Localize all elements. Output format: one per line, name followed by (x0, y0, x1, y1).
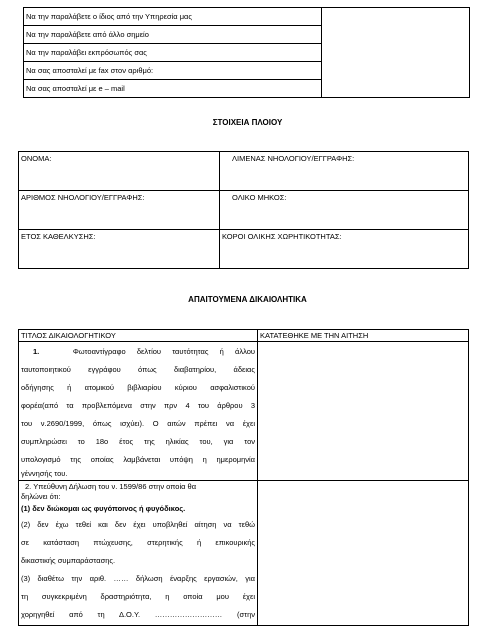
vessel-details-table (18, 151, 469, 269)
document-2-item-2-line: σε κατάσταση πτώχευσης, στερητικής ή επικουρικής (21, 538, 255, 547)
document-1-line: ταυτοποιητικού εγγράφου όπως διαβατηρίου, άδειας (21, 365, 255, 374)
vessel-length-field[interactable]: ΟΛΙΚΟ ΜΗΚΟΣ: (220, 191, 469, 230)
delivery-options-table (23, 7, 470, 98)
col-header-title: ΤΙΤΛΟΣ ΔΙΚΑΙΟΛΟΓΗΤΙΚΟΥ (19, 330, 258, 342)
document-1-line: του ν.2690/1999, όπως ισχύει). Ο αιτών πρέπει να έχει (21, 419, 255, 428)
documents-section-title: ΑΠΑΙΤΟΥΜΕΝΑ ΔΙΚΑΙΟΛΗΤΙΚΑ (188, 295, 307, 304)
delivery-option: Να την παραλάβετε από άλλο σημείο (24, 26, 322, 44)
vessel-launch-year-field[interactable]: ΕΤΟΣ ΚΑΘΕΛΚΥΣΗΣ: (19, 230, 220, 269)
table-row (24, 8, 470, 26)
document-1-line: Φωτοαντίγραφο δελτίου ταυτότητας ή άλλου (72, 347, 255, 356)
document-2-cell (19, 481, 258, 626)
table-row (19, 191, 469, 230)
document-1-line: συμπληρώσει το 18ο έτος της ηλικίας του, για τον (21, 437, 255, 446)
table-header-row (19, 330, 469, 342)
document-2-submitted-cell[interactable] (258, 481, 469, 626)
document-1-line: οδήγησης ή ατομικού βιβλιαρίου κύριου ασφαλιστικού (21, 383, 255, 392)
delivery-option: Να σας αποσταλεί με e – mail (24, 80, 322, 98)
document-1-line: γέννησής του. (21, 469, 68, 478)
table-row (19, 152, 469, 191)
vessel-name-field[interactable]: ΟΝΟΜΑ: (19, 152, 220, 191)
document-2-intro-line: 2. Υπεύθυνη Δήλωση του ν. 1599/86 στην οποία θα (25, 482, 197, 491)
delivery-option: Να σας αποσταλεί με fax στον αριθμό: (24, 62, 322, 80)
delivery-choice-cell[interactable] (322, 8, 470, 98)
document-2-item-3-line: τη συγκεκριμένη δραστηριότητα, η οποία μου έχει (21, 592, 255, 601)
vessel-port-field[interactable]: ΛΙΜΕΝΑΣ ΝΗΟΛΟΓΙΟΥ/ΕΓΓΡΑΦΗΣ: (220, 152, 469, 191)
delivery-option: Να την παραλάβετε ο ίδιος από την Υπηρεσία μας (24, 8, 322, 26)
document-1-submitted-cell[interactable] (258, 342, 469, 481)
document-2-intro-line: δηλώνει ότι: (21, 492, 61, 501)
document-2-item-1: (1) δεν διώκομαι ως φυγόποινος ή φυγόδικος. (21, 504, 186, 513)
vessel-section-title: ΣΤΟΙΧΕΙΑ ΠΛΟΙΟΥ (212, 118, 283, 127)
document-2-item-2-line: (2) δεν έχω τεθεί και δεν έχει υποβληθεί αίτηση να τεθώ (21, 520, 255, 529)
document-2-item-3-line: χορηγηθεί από τη Δ.Ο.Υ. ……………………… (στην (21, 610, 255, 619)
table-row (19, 342, 469, 481)
vessel-reg-number-field[interactable]: ΑΡΙΘΜΟΣ ΝΗΟΛΟΓΙΟΥ/ΕΓΓΡΑΦΗΣ: (19, 191, 220, 230)
documents-table (18, 329, 469, 626)
table-row (19, 230, 469, 269)
document-1-line: φορέα(από τα προβλεπόμενα στην πρν 4 του άρθρου 3 (21, 401, 255, 410)
col-header-submitted: ΚΑΤΑΤΕΘΗΚΕ ΜΕ ΤΗΝ ΑΙΤΗΣΗ (258, 330, 469, 342)
vessel-tonnage-field[interactable]: ΚΟΡΟΙ ΟΛΙΚΗΣ ΧΩΡΗΤΙΚΟΤΗΤΑΣ: (220, 230, 469, 269)
document-2-item-2-line: δικαστικής συμπαράστασης. (21, 556, 116, 565)
table-row (19, 481, 469, 626)
document-1-line: υπολογισμό της οποίας λαμβάνεται υπόψη η ημερομηνία (21, 455, 255, 464)
document-1-cell (19, 342, 258, 481)
delivery-option: Να την παραλάβει εκπρόσωπός σας (24, 44, 322, 62)
document-2-item-3-line: (3) διαθέτω την αριθ. …… δήλωση έναρξης εργασιών, για (21, 574, 255, 583)
document-1-number: 1. (33, 347, 40, 356)
